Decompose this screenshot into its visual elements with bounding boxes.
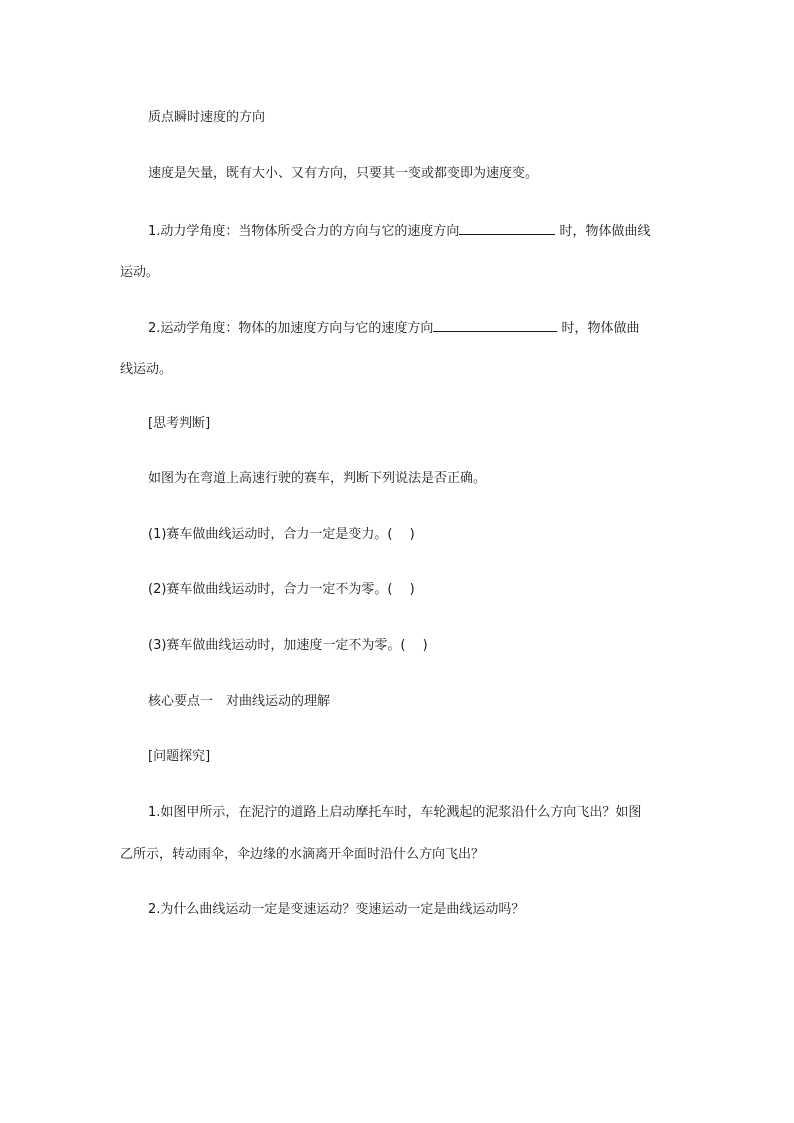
question1-line2: 乙所示，转动雨伞，伞边缘的水滴离开伞面时沿什么方向飞出？	[120, 847, 485, 862]
item2-line	[148, 318, 640, 338]
question2: 2.为什么曲线运动一定是变速运动？变速运动一定是曲线运动吗？	[148, 902, 525, 917]
item1-text-after: 时，物体做曲线	[555, 224, 651, 239]
judge-item-3: (3)赛车做曲线运动时，加速度一定不为零。( )	[148, 638, 428, 653]
item2-continuation: 线运动。	[120, 362, 173, 377]
core-point-heading: 核心要点一 对曲线运动的理解	[148, 694, 331, 709]
item2-text-before: 2.运动学角度：物体的加速度方向与它的速度方向	[148, 321, 434, 336]
item1-blank	[459, 221, 555, 235]
item1-line	[148, 221, 651, 241]
item1-text-before: 1.动力学角度：当物体所受合力的方向与它的速度方向	[148, 224, 460, 239]
section-heading: 质点瞬时速度的方向	[148, 110, 266, 125]
judge-item-1: (1)赛车做曲线运动时，合力一定是变力。( )	[148, 527, 415, 542]
problem-explore-label: [问题探究]	[148, 749, 211, 764]
velocity-note: 速度是矢量，既有大小、又有方向，只要其一变或都变即为速度变。	[148, 166, 539, 181]
item2-text-after: 时，物体做曲	[557, 321, 640, 336]
item2-blank	[433, 318, 557, 332]
judge-intro: 如图为在弯道上高速行驶的赛车，判断下列说法是否正确。	[148, 471, 487, 486]
item1-continuation: 运动。	[120, 265, 160, 280]
judge-item-2: (2)赛车做曲线运动时，合力一定不为零。( )	[148, 582, 415, 597]
think-judge-label: [思考判断]	[148, 416, 211, 431]
question1-line1: 1.如图甲所示，在泥泞的道路上启动摩托车时，车轮溅起的泥浆沿什么方向飞出？如图	[148, 805, 642, 820]
